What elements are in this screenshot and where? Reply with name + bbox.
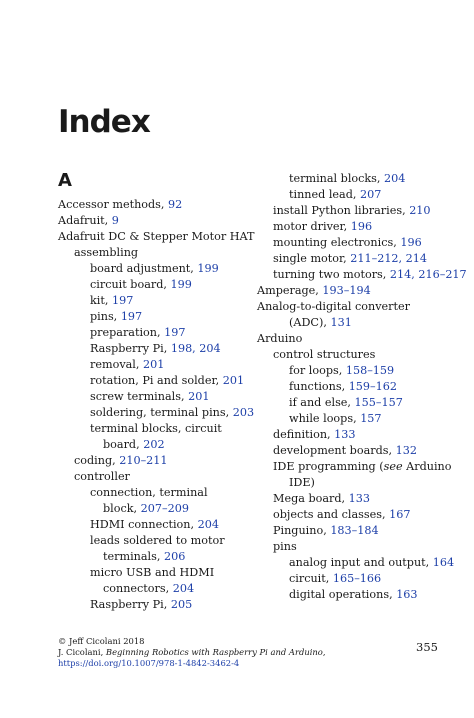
index-entry xyxy=(90,534,225,548)
page-reference-link[interactable]: 197 xyxy=(120,310,143,323)
index-entry xyxy=(257,284,371,298)
index-entry-text: block, xyxy=(103,502,141,515)
index-entry-text: digital operations, xyxy=(289,588,397,601)
index-entry xyxy=(273,268,467,282)
page-reference-link[interactable]: 203 xyxy=(232,406,255,419)
index-entry-text: Analog-to-digital converter xyxy=(257,300,410,313)
page-number: 355 xyxy=(416,640,438,654)
page-reference-link[interactable]: 207–209 xyxy=(140,502,189,515)
index-entry xyxy=(103,550,185,564)
page-reference-link[interactable]: 133 xyxy=(334,428,356,441)
index-entry-text: removal, xyxy=(90,358,143,371)
index-entry xyxy=(103,502,189,516)
index-entry-text: install Python libraries, xyxy=(273,204,410,217)
index-entry-text: Raspberry Pi, xyxy=(90,598,171,611)
index-entry xyxy=(90,566,214,580)
page-reference-link[interactable]: 131 xyxy=(330,316,352,329)
index-entry xyxy=(58,214,119,228)
index-entry-text: tinned lead, xyxy=(289,188,360,201)
page-reference-link[interactable]: 196 xyxy=(400,236,422,249)
index-entry xyxy=(58,230,254,244)
index-entry-text: screw terminals, xyxy=(90,390,189,403)
index-entry xyxy=(273,252,427,266)
index-entry xyxy=(289,412,382,426)
page-reference-link[interactable]: 204 xyxy=(197,518,219,531)
page-reference-link[interactable]: 196 xyxy=(350,220,373,233)
index-entry-text: for loops, xyxy=(289,364,346,377)
index-entry xyxy=(90,406,254,420)
page-reference-link[interactable]: 206 xyxy=(163,550,186,563)
index-entry xyxy=(90,342,221,356)
index-entry-text: development boards, xyxy=(273,444,396,457)
index-entry xyxy=(90,422,222,436)
page-reference-link[interactable]: 197 xyxy=(164,326,186,339)
index-entry xyxy=(74,454,168,468)
page-reference-link[interactable]: 157 xyxy=(360,412,382,425)
citation-title: Beginning Robotics with Raspberry Pi and Arduino xyxy=(105,647,323,657)
index-entry-text: objects and classes, xyxy=(273,508,390,521)
page-reference-link[interactable]: 158–159 xyxy=(345,364,395,377)
page-title: Index xyxy=(58,104,150,140)
page-reference-link[interactable]: 133 xyxy=(348,492,371,505)
page-reference-link[interactable]: 183–184 xyxy=(330,524,379,537)
index-entry xyxy=(273,540,297,554)
index-entry xyxy=(289,364,394,378)
page-reference-link[interactable]: 198, 204 xyxy=(170,342,221,355)
page-reference-link[interactable]: 165–166 xyxy=(332,572,382,585)
index-entry-text: micro USB and HDMI xyxy=(90,566,215,579)
index-entry-text: terminal blocks, xyxy=(289,172,385,185)
index-entry-text: assembling xyxy=(74,246,139,259)
index-entry xyxy=(273,460,451,474)
page-reference-link[interactable]: 211–212, 214 xyxy=(350,252,428,265)
index-entry-text: definition, xyxy=(273,428,335,441)
index-entry xyxy=(90,262,219,276)
index-entry-text: functions, xyxy=(289,380,349,393)
index-entry-text: preparation, xyxy=(90,326,165,339)
index-entry-text: connection, terminal xyxy=(90,486,208,499)
index-entry xyxy=(273,492,370,506)
index-entry-text: analog input and output, xyxy=(289,556,433,569)
index-entry-text: Adafruit DC & Stepper Motor HAT xyxy=(58,230,255,243)
page-reference-link[interactable]: 210 xyxy=(409,204,431,217)
index-entry-text: motor driver, xyxy=(273,220,351,233)
index-entry xyxy=(273,220,372,234)
index-entry-text: if and else, xyxy=(289,396,355,409)
index-entry-text: Arduino xyxy=(257,332,303,345)
index-entry-text: mounting electronics, xyxy=(273,236,401,249)
index-entry xyxy=(289,588,418,602)
copyright: © Jeff Cicolani 2018 xyxy=(58,636,145,646)
index-entry-text: coding, xyxy=(74,454,120,467)
index-entry xyxy=(257,300,410,314)
index-letter-a: A xyxy=(58,170,72,191)
index-entry xyxy=(289,476,315,490)
index-entry xyxy=(90,294,133,308)
index-entry xyxy=(289,556,454,570)
index-entry xyxy=(289,316,352,330)
index-entry xyxy=(90,598,192,612)
page-reference-link[interactable]: 205 xyxy=(170,598,193,611)
index-entry-text: leads soldered to motor xyxy=(90,534,225,547)
index-entry-text: Amperage, xyxy=(257,284,323,297)
index-entry-text: (ADC), xyxy=(289,316,331,329)
page-reference-link[interactable]: 199 xyxy=(197,262,219,275)
index-entry-text: board, xyxy=(103,438,144,451)
index-entry-text: pins xyxy=(273,540,297,553)
page-reference-link[interactable]: 163 xyxy=(396,588,418,601)
page-reference-link[interactable]: 201 xyxy=(222,374,245,387)
index-entry-text: Adafruit, xyxy=(58,214,112,227)
index-entry xyxy=(289,380,397,394)
page-reference-link[interactable]: 9 xyxy=(111,214,119,227)
index-entry-text: kit, xyxy=(90,294,112,307)
footer xyxy=(58,636,326,669)
page-reference-link[interactable]: 202 xyxy=(143,438,165,451)
citation-author: J. Cicolani, xyxy=(58,647,106,657)
page-reference-link[interactable]: 193–194 xyxy=(322,284,371,297)
index-entry xyxy=(273,508,410,522)
index-entry-text: terminals, xyxy=(103,550,164,563)
index-entry-text: IDE programming (see Arduino xyxy=(273,460,452,473)
page-reference-link[interactable]: 92 xyxy=(168,198,183,211)
index-entry xyxy=(273,204,431,218)
index-entry xyxy=(273,444,417,458)
index-entry-text: rotation, Pi and solder, xyxy=(90,374,223,387)
index-entry xyxy=(273,236,422,250)
index-entry-text: terminal blocks, circuit xyxy=(90,422,222,435)
index-entry xyxy=(257,332,302,346)
index-entry xyxy=(273,524,379,538)
index-entry xyxy=(273,428,356,442)
index-entry-text: circuit board, xyxy=(90,278,171,291)
page-reference-link[interactable]: 201 xyxy=(143,358,165,371)
index-entry xyxy=(103,582,194,596)
index-entry xyxy=(289,188,381,202)
page-reference-link[interactable]: 210–211 xyxy=(119,454,168,467)
index-entry-text: Pinguino, xyxy=(273,524,331,537)
page-reference-link[interactable]: 214, 216–217 xyxy=(389,268,467,281)
index-entry xyxy=(273,348,375,362)
citation xyxy=(58,647,326,658)
index-entry xyxy=(289,172,405,186)
page-reference-link[interactable]: 197 xyxy=(111,294,134,307)
index-entry-text: single motor, xyxy=(273,252,351,265)
index-entry-text: connectors, xyxy=(103,582,173,595)
index-entry xyxy=(289,572,381,586)
index-entry-text: pins, xyxy=(90,310,121,323)
index-entry-text: control structures xyxy=(273,348,376,361)
index-entry xyxy=(90,278,192,292)
page-reference-link[interactable]: 204 xyxy=(384,172,406,185)
citation-end: , xyxy=(322,647,326,657)
page-reference-link[interactable]: 204 xyxy=(172,582,195,595)
index-entry xyxy=(289,396,403,410)
index-entry xyxy=(90,518,219,532)
page-reference-link[interactable]: 167 xyxy=(389,508,411,521)
page-reference-link[interactable]: 201 xyxy=(188,390,210,403)
index-entry-text: controller xyxy=(74,470,130,483)
index-entry-text: turning two motors, xyxy=(273,268,390,281)
page-reference-link[interactable]: 132 xyxy=(395,444,417,457)
index-entry xyxy=(74,470,130,484)
index-entry-text: IDE) xyxy=(289,476,315,489)
index-entry-text: board adjustment, xyxy=(90,262,198,275)
index-entry xyxy=(58,198,182,212)
index-entry-text: Mega board, xyxy=(273,492,349,505)
page-reference-link[interactable]: 164 xyxy=(432,556,455,569)
page-reference-link[interactable]: 199 xyxy=(170,278,192,291)
page-reference-link[interactable]: 207 xyxy=(359,188,382,201)
doi-link[interactable]: https://doi.org/10.1007/978-1-4842-3462-4 xyxy=(58,658,240,668)
index-entry xyxy=(90,374,244,388)
index-entry-text: Raspberry Pi, xyxy=(90,342,171,355)
index-entry xyxy=(90,310,142,324)
index-entry-text: HDMI connection, xyxy=(90,518,198,531)
index-entry xyxy=(74,246,138,260)
index-entry-text: circuit, xyxy=(289,572,333,585)
index-entry-text: while loops, xyxy=(289,412,361,425)
index-entry xyxy=(90,358,164,372)
index-entry xyxy=(103,438,165,452)
index-entry xyxy=(90,326,185,340)
index-entry-text: Accessor methods, xyxy=(58,198,169,211)
index-entry xyxy=(90,486,208,500)
index-entry xyxy=(90,390,209,404)
page-reference-link[interactable]: 159–162 xyxy=(348,380,397,393)
page-reference-link[interactable]: 155–157 xyxy=(354,396,403,409)
index-entry-text: soldering, terminal pins, xyxy=(90,406,233,419)
